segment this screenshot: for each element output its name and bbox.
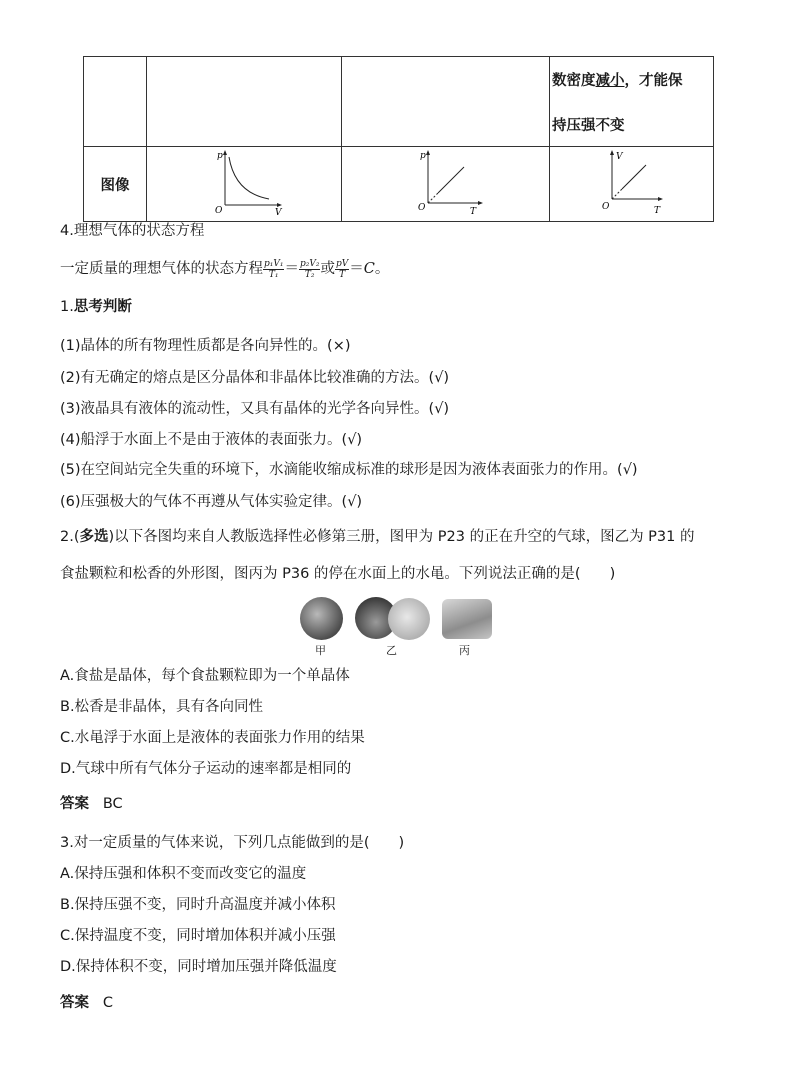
axis-x-label: T [654, 206, 661, 216]
q2-photos [300, 597, 495, 657]
graph-cell-vt [550, 147, 714, 222]
row-label-image: 图像 [100, 177, 130, 194]
list-item: (3)液晶具有液体的流动性，又具有晶体的光学各向异性。(√) [60, 401, 450, 417]
q1-title [60, 297, 132, 317]
note-pre: 数密度 [552, 72, 596, 89]
origin-label: O [418, 203, 426, 213]
table-cell [342, 57, 550, 147]
answer-label: 答案 [60, 796, 89, 812]
eq-or: 或 [320, 261, 335, 277]
answer-value: C [102, 995, 113, 1011]
frac-denominator: T [339, 269, 346, 280]
option-c: C.保持温度不变，同时增加体积并减小压强 [60, 928, 336, 944]
caption-jia: 甲 [315, 644, 326, 657]
photo-rosin [388, 598, 430, 640]
q2-answer [60, 794, 123, 814]
option-b: B.松香是非晶体，具有各向同性 [60, 699, 264, 715]
list-item: (2)有无确定的熔点是区分晶体和非晶体比较准确的方法。(√) [60, 370, 450, 386]
gas-law-table [83, 56, 714, 222]
note-post: ，才能保 [624, 72, 683, 89]
state-equation [60, 256, 389, 282]
axis-y-label: p [217, 151, 223, 161]
note-line2: 持压强不变 [552, 117, 625, 134]
graph-cell-pv [147, 147, 342, 222]
option-a: A.食盐是晶体，每个食盐颗粒即为一个单晶体 [60, 668, 350, 684]
photo-water-strider [442, 599, 492, 639]
frac-denominator: T₂ [304, 269, 315, 280]
axis-y-label: V [616, 152, 623, 162]
graph-cell-pt [342, 147, 550, 222]
axis-x-label: V [275, 208, 282, 217]
option-b: B.保持压强不变，同时升高温度并减小体积 [60, 897, 336, 913]
frac-numerator: pV [335, 258, 349, 269]
answer-label: 答案 [60, 995, 89, 1011]
frac-numerator: p₂V₂ [299, 258, 320, 269]
q2-stem-line1 [60, 527, 694, 547]
caption-yi: 乙 [386, 644, 397, 657]
option-d: D.气球中所有气体分子运动的速率都是相同的 [60, 761, 352, 777]
table-cell [84, 57, 147, 147]
q3-answer [60, 993, 113, 1013]
graph-vt-line [550, 147, 713, 217]
table-cell [147, 57, 342, 147]
fraction-2 [299, 259, 320, 280]
graph-pt-line [342, 147, 549, 217]
eq-equals: ＝ [284, 261, 299, 277]
frac-denominator: T₁ [268, 269, 279, 280]
list-item: (4)船浮于水面上不是由于液体的表面张力。(√) [60, 432, 363, 448]
axis-y-label: p [420, 151, 426, 161]
q2-stem-line2: 食盐颗粒和松香的外形图，图丙为 P36 的停在水面上的水黾。下列说法正确的是( ) [60, 566, 616, 582]
option-c: C.水黾浮于水面上是液体的表面张力作用的结果 [60, 730, 365, 746]
fraction-1 [263, 259, 284, 280]
q2-tag: 多选 [79, 529, 109, 545]
section4-title: 4.理想气体的状态方程 [60, 223, 205, 239]
list-item: (1)晶体的所有物理性质都是各向异性的。(×) [60, 338, 351, 354]
table-cell-note [550, 57, 714, 147]
frac-numerator: p₁V₁ [264, 258, 284, 269]
note-underlined: 减小 [595, 72, 625, 89]
axis-x-label: T [470, 207, 477, 217]
eq-prefix: 一定质量的理想气体的状态方程 [60, 261, 263, 277]
caption-bing: 丙 [459, 644, 470, 657]
q3-stem: 3.对一定质量的气体来说，下列几点能做到的是( ) [60, 835, 405, 851]
eq-equals: ＝ [349, 261, 364, 277]
q1-number: 1. [60, 299, 74, 315]
eq-constant: C [363, 261, 375, 277]
photo-balloon [300, 597, 343, 640]
origin-label: O [602, 202, 610, 212]
option-a: A.保持压强和体积不变而改变它的温度 [60, 866, 307, 882]
graph-pv-hyperbola [147, 147, 341, 217]
option-d: D.保持体积不变，同时增加压强并降低温度 [60, 959, 337, 975]
origin-label: O [215, 206, 223, 216]
q1-heading: 思考判断 [73, 299, 132, 315]
fraction-3 [335, 259, 349, 280]
list-item: (6)压强极大的气体不再遵从气体实验定律。(√) [60, 494, 363, 510]
table-row-label-cell [84, 147, 147, 222]
q2-stem: )以下各图均来自人教版选择性必修第三册，图甲为 P23 的正在升空的气球，图乙为 P31 的 [108, 529, 695, 545]
q2-number: 2.( [60, 529, 80, 545]
list-item: (5)在空间站完全失重的环境下，水滴能收缩成标准的球形是因为液体表面张力的作用。(√) [60, 462, 638, 478]
answer-value: BC [102, 796, 123, 812]
eq-end: 。 [374, 261, 390, 277]
